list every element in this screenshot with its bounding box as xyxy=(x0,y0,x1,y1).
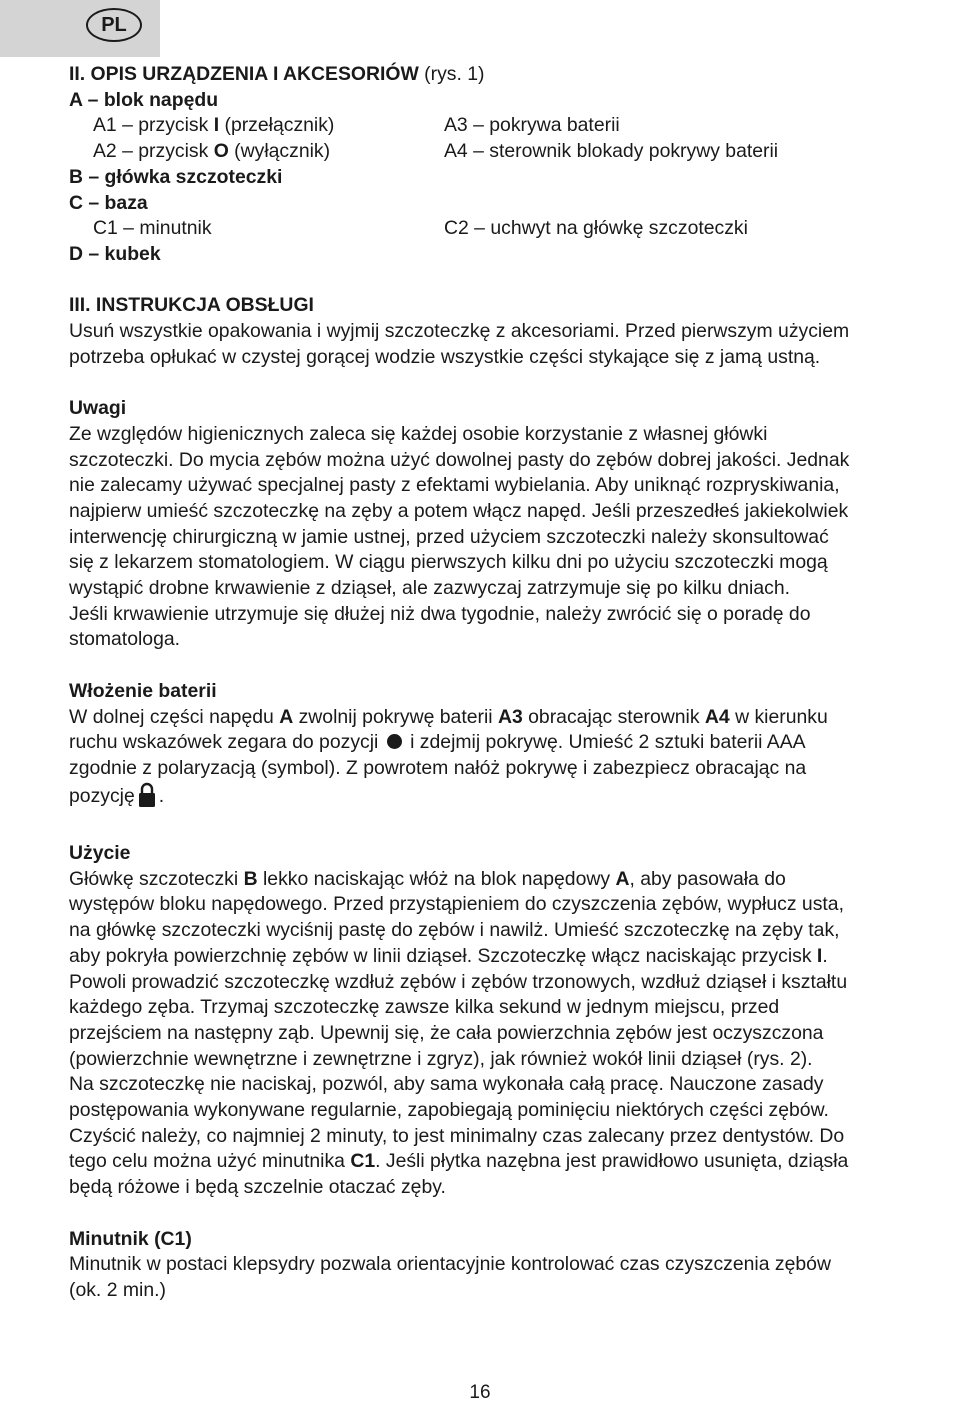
paragraph-line: aby pokryła powierzchnię zębów w linii dziąseł. Szczoteczkę włącz naciskając przycisk I. xyxy=(69,944,828,967)
part-c: C – baza xyxy=(69,191,148,214)
paragraph-line: W dolnej części napędu A zwolnij pokrywę baterii A3 obracając sterownik A4 w kierunku xyxy=(69,705,828,728)
baterie-title: Włożenie baterii xyxy=(69,679,217,702)
paragraph-line: (ok. 2 min.) xyxy=(69,1278,166,1301)
paragraph-line: Minutnik w postaci klepsydry pozwala orientacyjnie kontrolować czas czyszczenia zębów xyxy=(69,1253,831,1276)
paragraph-line: się z lekarzem stomatologiem. W ciągu pierwszych kilku dni po użyciu szczoteczki mogą xyxy=(69,551,828,574)
part-a1: A1 – przycisk I (przełącznik) xyxy=(93,114,335,137)
paragraph-line: interwencję chirurgiczną w jamie ustnej, przed użyciem szczoteczki należy skonsultować xyxy=(69,525,829,548)
paragraph-line: będą różowe i będą szczelnie otaczać zęby. xyxy=(69,1176,446,1199)
paragraph-line: tego celu można użyć minutnika C1. Jeśli płytka nazębna jest prawidłowo usunięta, dziąsła xyxy=(69,1150,849,1173)
paragraph-line: ruchu wskazówek zegara do pozycji i zdejmij pokrywę. Umieść 2 sztuki baterii AAA xyxy=(69,731,806,754)
part-b: B – główka szczoteczki xyxy=(69,165,283,188)
paragraph-line: Usuń wszystkie opakowania i wyjmij szczoteczkę z akcesoriami. Przed pierwszym użyciem xyxy=(69,320,850,343)
paragraph-line: Ze względów higienicznych zaleca się każdej osobie korzystanie z własnej główki xyxy=(69,422,768,445)
unlock-dot-icon xyxy=(387,734,402,749)
part-c1: C1 – minutnik xyxy=(93,217,212,240)
part-a2: A2 – przycisk O (wyłącznik) xyxy=(93,140,331,163)
uzycie-title: Użycie xyxy=(69,842,131,865)
parts-row-a1-a3 xyxy=(69,113,949,139)
paragraph-line: Jeśli krwawienie utrzymuje się dłużej niż dwa tygodnie, należy zwrócić się o poradę do xyxy=(69,602,811,625)
part-a3: A3 – pokrywa baterii xyxy=(444,114,620,137)
paragraph-line: potrzeba opłukać w czystej gorącej wodzie wszystkie części stykające się z jamą ustną. xyxy=(69,345,821,368)
page-number: 16 xyxy=(469,1382,491,1403)
paragraph-line: najpierw umieść szczoteczkę na zęby a potem włącz napęd. Jeśli przeszedłeś jakiekolwiek xyxy=(69,499,849,522)
part-a: A – blok napędu xyxy=(69,88,219,111)
section2-title: II. OPIS URZĄDZENIA I AKCESORIÓW (rys. 1) xyxy=(69,63,485,85)
paragraph-line: Powoli prowadzić szczoteczkę wzdłuż zębów i zębów trzonowych, wzdłuż dziąseł i kształtu xyxy=(69,970,848,993)
section3-title: III. INSTRUKCJA OBSŁUGI xyxy=(69,294,314,317)
paragraph-line: Na szczoteczkę nie naciskaj, pozwól, aby sama wykonała całą pracę. Nauczone zasady xyxy=(69,1073,824,1096)
paragraph-line: na główkę szczoteczki wyciśnij pastę do zębów i nawilż. Umieść szczoteczkę na zęby tak, xyxy=(69,919,840,942)
uwagi-title: Uwagi xyxy=(69,397,127,420)
paragraph-line: (powierzchnie wewnętrzne i zewnętrzne i zgryz), jak również wokół linii dziąseł (rys. 2). xyxy=(69,1047,813,1070)
part-a4: A4 – sterownik blokady pokrywy baterii xyxy=(444,140,779,163)
paragraph-line: przejściem na następny ząb. Upewnij się, że cała powierzchnia zębów jest oczyszczona xyxy=(69,1021,824,1044)
part-c2: C2 – uchwyt na główkę szczoteczki xyxy=(444,217,748,240)
parts-row-c1-c2 xyxy=(69,216,949,242)
parts-row-a2-a4 xyxy=(69,139,949,165)
paragraph-line: nie zalecamy używać specjalnej pasty z efektami wybielania. Aby uniknąć rozpryskiwania, xyxy=(69,474,840,497)
paragraph-line: Główkę szczoteczki B lekko naciskając włóż na blok napędowy A, aby pasowała do xyxy=(69,867,786,890)
paragraph-line: Czyścić należy, co najmniej 2 minuty, to jest minimalny czas zalecany przez dentystów. Do xyxy=(69,1124,845,1147)
part-d: D – kubek xyxy=(69,242,161,265)
paragraph-line: zgodnie z polaryzacją (symbol). Z powrotem nałóż pokrywę i zabezpiecz obracając na xyxy=(69,756,807,779)
paragraph-line: występów bloku napędowego. Przed przystąpieniem do czyszczenia zębów, wypłucz usta, xyxy=(69,893,844,916)
language-badge: PL xyxy=(86,8,142,42)
paragraph-line: stomatologa. xyxy=(69,628,181,651)
paragraph-line: wystąpić drobne krwawienie z dziąseł, ale zazwyczaj zatrzymuje się po kilku dniach. xyxy=(69,577,790,600)
paragraph-line: każdego zęba. Trzymaj szczoteczkę zawsze kilka sekund w jednym miejscu, przed xyxy=(69,996,780,1019)
paragraph-line: szczoteczki. Do mycia zębów można użyć dowolnej pasty do zębów dobrej jakości. Jednak xyxy=(69,448,850,471)
paragraph-line: pozycję . xyxy=(69,782,949,810)
document-body xyxy=(69,62,949,1304)
minutnik-title: Minutnik (C1) xyxy=(69,1227,192,1250)
language-tab xyxy=(0,0,160,57)
paragraph-line: postępowania wykonywane regularnie, zapobiegają pominięciu niektórych części zębów. xyxy=(69,1099,829,1122)
lock-icon xyxy=(137,782,157,808)
